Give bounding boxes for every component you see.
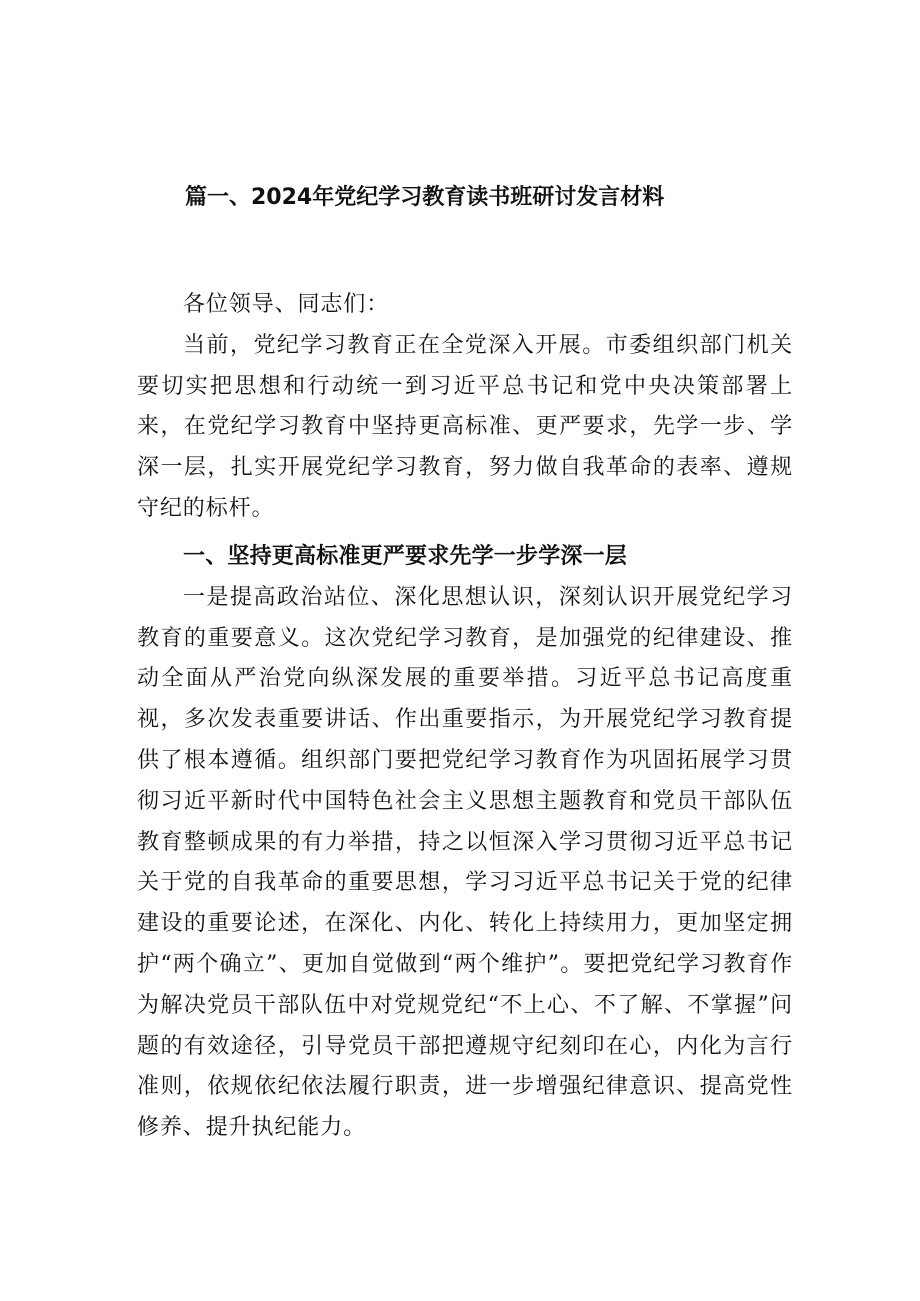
greeting-line: 各位领导、同志们： bbox=[183, 292, 390, 317]
section-paragraph: 一是提高政治站位、深化思想认识，深刻认识开展党纪学习教育的重要意义。这次党纪学习教育，是加强党的纪律建设、推动全面从严治党向纵深发展的重要举措。习近平总书记高度重视，多次发表重要讲话、作出重要指示，为开展党纪学习教育提供了根本遵循。组织部门要把党纪学习教育作为巩固拓展学习贯彻习近平新时代中国特色社会主义思想主题教育和党员干部队伍教育整顿成果的有力举措，持之以恒深入学习贯彻习近平总书记关于党的自我革命的重要思想，学习习近平总书记关于党的纪律建设的重要论述，在深化、内化、转化上持续用力，更加坚定拥护“两个确立”、更加自觉做到“两个维护”。要把党纪学习教育作为解决党员干部队伍中对党规党纪“不上心、不了解、不掌握”问题的有效途径，引导党员干部把遵规守纪刻印在心，内化为言行准则，依规依纪依法履行职责，进一步增强纪律意识、提高党性修养、提升执纪能力。 bbox=[137, 584, 793, 1141]
intro-paragraph: 当前，党纪学习教育正在全党深入开展。市委组织部门机关要切实把思想和行动统一到习近平总书记和党中央决策部署上来，在党纪学习教育中坚持更高标准、更严要求，先学一步、学深一层，扎实开展党纪学习教育，努力做自我革命的表率、遵规守纪的标杆。 bbox=[137, 332, 793, 521]
document-title: 篇一、2024年党纪学习教育读书班研讨发言材料 bbox=[185, 185, 665, 210]
document-body bbox=[137, 285, 793, 1149]
section-heading: 一、坚持更高标准更严要求先学一步学深一层 bbox=[183, 543, 628, 569]
